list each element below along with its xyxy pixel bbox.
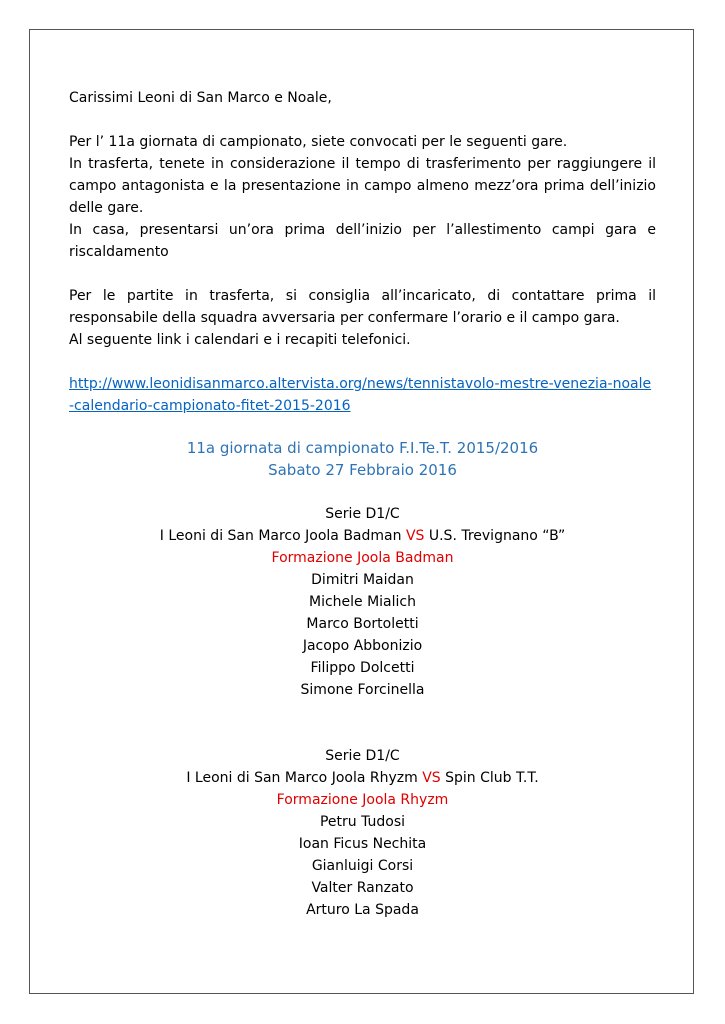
round-title: 11a giornata di campionato F.I.Te.T. 2015/2016	[186, 439, 539, 457]
calendar-link[interactable]: http://www.leonidisanmarco.altervista.org/news/tennistavolo-mestre-venezia-noale-calendario-campionato-fitet-2015-2016	[69, 376, 652, 414]
letter-content	[69, 87, 656, 921]
home-team: I Leoni di San Marco Joola Badman	[159, 528, 402, 544]
lineup-title: Formazione Joola Badman	[271, 550, 454, 566]
spacer	[69, 351, 656, 373]
match-series: Serie D1/C	[325, 506, 400, 522]
paragraph-contact: Per le partite in trasferta, si consiglia all’incaricato, di contattare prima il responsabile della squadra avversaria per confermare l’orario e il campo gara.	[69, 288, 656, 326]
home-team: I Leoni di San Marco Joola Rhyzm	[186, 770, 418, 786]
match-teams	[69, 525, 656, 547]
player: Jacopo Abbonizio	[302, 638, 423, 654]
match-2	[69, 745, 656, 921]
vs-label: VS	[422, 770, 441, 786]
round-date: Sabato 27 Febbraio 2016	[268, 461, 457, 479]
spacer	[69, 701, 656, 745]
away-team: Spin Club T.T.	[445, 770, 539, 786]
away-team: U.S. Trevignano “B”	[428, 528, 566, 544]
player: Dimitri Maidan	[311, 572, 414, 588]
paragraph-convocation: Per l’ 11a giornata di campionato, siete convocati per le seguenti gare.	[69, 134, 568, 150]
paragraph-away-instructions: In trasferta, tenete in considerazione il tempo di trasferimento per raggiungere il campo antagonista e la presentazione in campo almeno mezz’ora prima dell’inizio delle gare.	[69, 156, 656, 216]
player: Simone Forcinella	[300, 682, 425, 698]
paragraph-home-instructions: In casa, presentarsi un’ora prima dell’inizio per l’allestimento campi gara e riscaldamento	[69, 222, 656, 260]
player: Marco Bortoletti	[306, 616, 419, 632]
player: Gianluigi Corsi	[311, 858, 414, 874]
match-series: Serie D1/C	[325, 748, 400, 764]
player: Arturo La Spada	[306, 902, 419, 918]
spacer	[69, 109, 656, 131]
player: Filippo Dolcetti	[310, 660, 415, 676]
player: Petru Tudosi	[319, 814, 406, 830]
lineup-title: Formazione Joola Rhyzm	[276, 792, 449, 808]
spacer	[69, 481, 656, 503]
match-teams	[69, 767, 656, 789]
link-paragraph	[69, 373, 656, 417]
player: Ioan Ficus Nechita	[298, 836, 427, 852]
player: Valter Ranzato	[311, 880, 414, 896]
spacer	[69, 417, 656, 437]
spacer	[69, 263, 656, 285]
match-1	[69, 503, 656, 701]
player: Michele Mialich	[308, 594, 416, 610]
greeting: Carissimi Leoni di San Marco e Noale,	[69, 90, 332, 106]
paragraph-link-intro: Al seguente link i calendari e i recapiti telefonici.	[69, 332, 411, 348]
vs-label: VS	[405, 528, 425, 544]
